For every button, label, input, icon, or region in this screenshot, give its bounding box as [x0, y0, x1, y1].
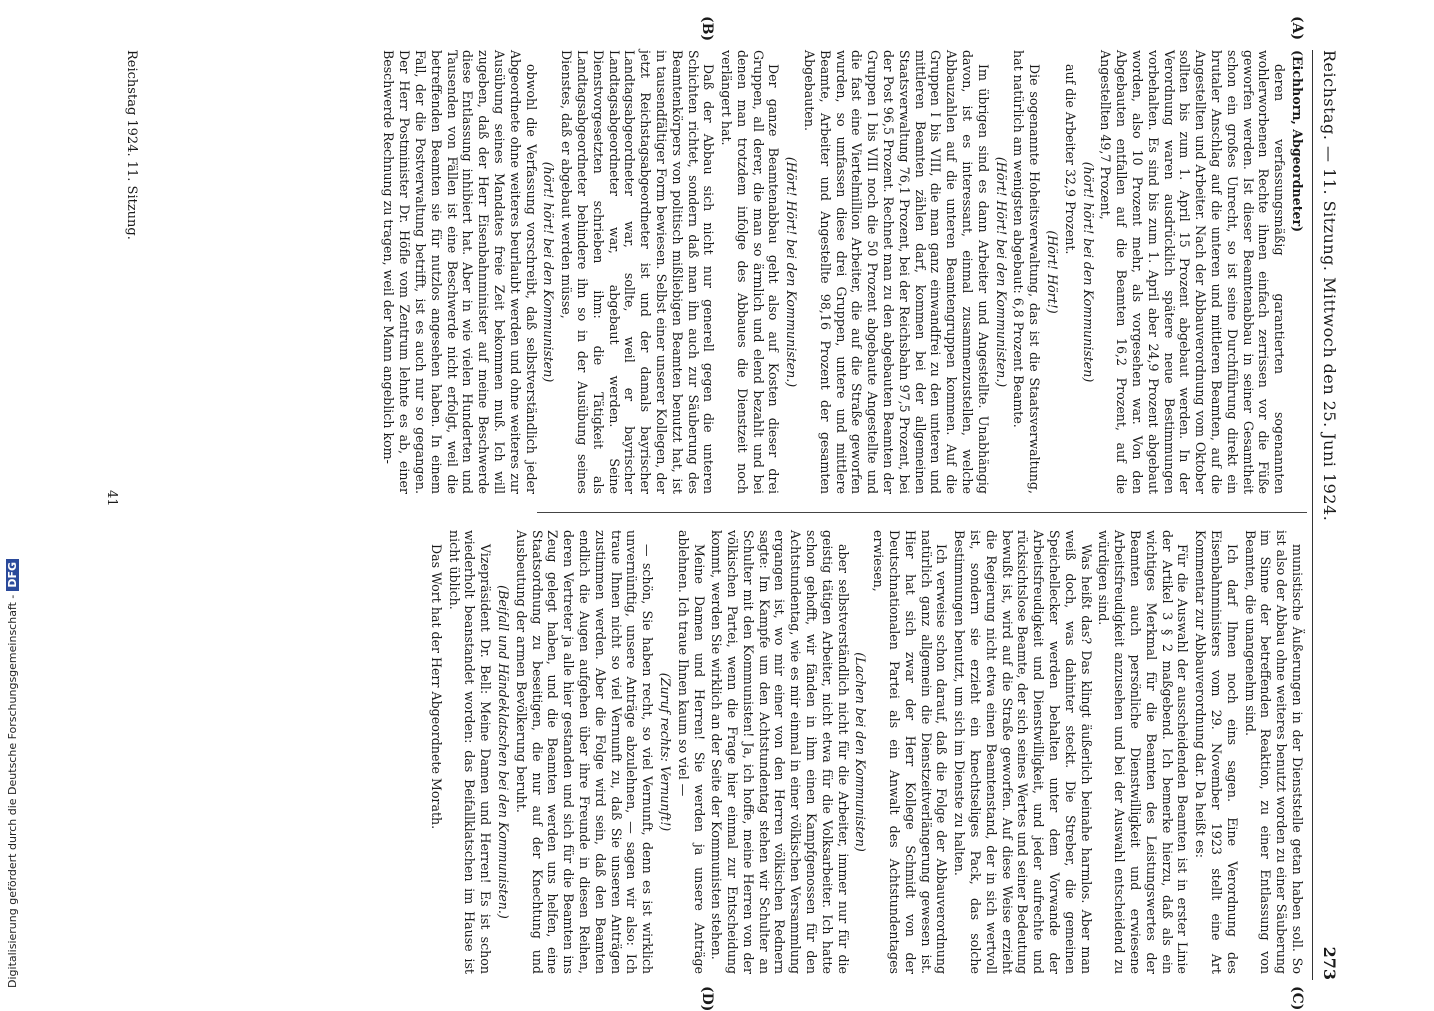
page-header [1311, 50, 1345, 980]
paragraph: Daß der Abbau sich nicht nur generell gegen die unteren Schichten richtet, sondern daß man ihn auch zur Säuberung des Beamtenkörpers von politisch mißliebigen Beamten benutzt hat, ist in tausendfältiger Form bewiesen. Selbst einer unserer Kollegen, der jetzt Reichstagsabgeordneter ist und der damals bayrischer Landtagsabgeordneter war, sollte, weil er bayrischer Landtagsabgeordneter war, abgebaut werden. Seine Dienstvorgesetzten schrieben ihm: die Tätigkeit als Landtagsabgeordneter behindere ihn so in der Ausübung seines Dienstes, daß er abgebaut werden müsse, [559, 50, 717, 494]
interjection: (hört! hört! bei den Kommunisten) [1080, 161, 1096, 383]
paragraph: — schön, Sie haben recht, so viel Vernunft, denn es ist wirklich unvernünftig, unsere Anträge abzulehnen, — sagen wir also: Ich traue Ihnen nicht so viel Vernunft zu, daß Sie unseren Anträgen zustimmen werden. Aber die Folge wird sein, daß den Beamten endlich die Augen aufgehen über ihre Freunde in diesen Reihen, deren Vertreter ja alle hier gestanden und sich für die Beamten ins Zeug gelegt haben, und die Beamten werden uns helfen, eine Staatsordnung zu beseitigen, die nur auf der Knechtung und Ausbeutung der armen Bevölkerung beruht. [513, 530, 656, 974]
paragraph: Meine Damen und Herren! Sie werden ja unsere Anträge ablehnen. Ich traue Ihnen kaum so viel — [675, 530, 707, 974]
interjection: (hört! hört! bei den Kommunisten) [541, 161, 557, 383]
rotated-page [104, 16, 1345, 1011]
margin-mark-c: (C) [1289, 986, 1305, 1011]
paragraph: Für die Auswahl der ausscheidenden Beamten ist in erster Linie der Artikel 3 § 2 maßgebend. Ich bemerke hierzu, daß als ein wichtiges Merkmal für die Beamten des Leistungswertes der Beamten auch persönliche Dienstwilligkeit und erwiesene Arbeitsfreudigkeit anzusehen und bei der Auswahl entscheidend zu würdigen sind. [1096, 530, 1191, 974]
dfg-logo: DFG [6, 559, 19, 591]
speaker-line: (Eichhorn, Abgeordneter) [1290, 50, 1305, 233]
interjection: (Beifall und Händeklatschen bei den Kommunisten.) [495, 585, 511, 919]
interjection: (Lachen bei den Kommunisten) [853, 652, 869, 852]
paragraph: auf die Arbeiter 32,9 Prozent. [1062, 64, 1078, 255]
paragraph: Vizepräsident Dr. Bell: Meine Damen und Herren! Es ist schon wiederholt beanstandet worden: das Beifallklatschen im Hause ist nicht üblich. [446, 530, 494, 974]
footer-page-number: 41 [104, 490, 119, 507]
left-column [379, 50, 1305, 494]
paragraph: munistische Äußerungen in der Dienststelle getan haben soll. So ist also der Abbau ohne weiteres benutzt worden zu einer Säuberung im Sinne der betreffenden Reaktion, zu einer Entlassung von Beamten, die unangenehm sind. [1242, 530, 1305, 974]
margin-mark-d: (D) [699, 986, 715, 1011]
paragraph: Ich darf Ihnen noch eins sagen. Eine Verordnung des Eisenbahnministers vom 29. November 1923 stellt eine Art Kommentar zur Abbauverordnung dar. Da heißt es: [1193, 530, 1240, 974]
paragraph: Das Wort hat der Herr Abgeordnete Morath. [428, 544, 444, 830]
footer-session: Reichstag 1924. 11. Sitzung. [124, 50, 139, 240]
interjection: (Hört! Hört! bei den Kommunisten.) [784, 156, 800, 388]
margin-mark-a: (A) [1289, 16, 1305, 41]
margin-mark-b: (B) [699, 16, 715, 42]
column-divider [537, 512, 1307, 513]
paragraph: aber selbstverständlich nicht für die Arbeiter, immer nur für die geistig tätigen Arbeiter, nicht etwa für die Volksarbeiter. Ich hatte schon gehofft, wir fänden in ihm einen Kampfgenossen für den Achtstundentag, wie es mir einmal in einer völkischen Versammlung ergangen ist, wo mir einer von den Herren völkischen Rednern sagte: Im Kampfe um den Achtstundentag stehen wir Schulter an Schulter mit den Kommunisten! Ja, ich hoffe, meine Herren von der völkischen Partei, wenn die Frage hier einmal zur Entscheidung kommt, werden Sie wirklich an der Seite der Kommunisten stehen. [709, 530, 851, 974]
header-page-number: 273 [1320, 946, 1339, 980]
paragraph: Was heißt das? Das klingt äußerlich beinahe harmlos. Aber man weiß doch, was dahinter steckt. Die Streber, die gemeinen Speichellecker werden behalten unter dem Vorwande der Arbeitsfreudigkeit und Dienstwilligkeit, und jeder aufrechte und rücksichtslose Beamte, der sich seines Wertes und seiner Bedeutung bewußt ist, wird auf die Straße geworfen. Auf diese Weise erzieht die Regierung nicht etwa einen Beamtenstand, der in sich wertvoll ist, sondern sie erzieht ein knechtseliges Pack, das solche Bestimmungen benutzt, um sich im Dienste zu halten. [952, 530, 1094, 974]
header-rule [1312, 50, 1313, 980]
right-column [426, 530, 1305, 974]
digitization-credit [6, 388, 19, 988]
paragraph: obwohl die Verfassung vorschreibt, daß selbstverständlich jeder Abgeordnete ohne weiteres beurlaubt werden und ohne weiteres zur Ausübung seines Mandates freie Zeit bekommen muß. Ich will zugeben, daß der Herr Eisenbahnminister auf meine Beschwerde diese Entlassung inhibiert hat. Aber in wie vielen Hunderten und Tausenden von Fällen ist eine Beschwerde nicht erfolgt, weil die betreffenden Beamten sie für nutzlos angesehen haben. In einem Fall, der die Postverwaltung betrifft, ist es auch nur so gegangen. Der Herr Postminister Dr. Höfle vom Zentrum lehnte es ab, einer Beschwerde Rechnung zu tragen, weil der Mann angeblich kom- [381, 50, 539, 494]
interjection: (Hört! Hört! bei den Kommunisten.) [993, 156, 1009, 388]
header-title: Reichstag. — 11. Sitzung. Mittwoch den 25. Juni 1924. [1320, 50, 1339, 522]
paragraph: Die sogenannte Hoheitsverwaltung, das ist die Staatsverwaltung, hat natürlich am wenigsten abgebaut: 6,8 Prozent Beamte. [1011, 50, 1043, 494]
interjection: (Zuruf rechts: Vernunft!) [657, 672, 673, 832]
paragraph: deren verfassungsmäßig garantierten sogenannten wohlerworbenen Rechte ihnen einfach zerrissen vor die Füße geworfen werden. Ist dieser Beamtenabbau in seiner Gesamtheit schon ein großes Unrecht, so ist seine Durchführung direkt ein brutaler Anschlag auf die unteren und mittleren Beamten, auf die Angestellten und Arbeiter. Nach der Abbauverordnung vom Oktober sollten bis zum 1. April 15 Prozent abgebaut werden. In der Verordnung waren ausdrücklich spätere neue Bestimmungen vorbehalten. Es sind bis zum 1. April aber 24,9 Prozent abgebaut worden, also 10 Prozent mehr, als vorgesehen war. Von den Abgebauten entfallen auf die Beamten 16,2 Prozent, auf die Angestellten 49,7 Prozent, [1098, 50, 1288, 494]
paragraph: Der ganze Beamtenabbau geht also auf Kosten dieser drei Gruppen, all derer, die man so ärmlich und elend bezahlt und bei denen man trotzdem infolge des Abbaues die Dienstzeit noch verlängert hat. [719, 50, 782, 494]
paragraph: Im übrigen sind es dann Arbeiter und Angestellte. Unabhängig davon, ist es interessant, einmal zusammenzustellen, welche Abbauzahlen auf die unteren Beamtengruppen kommen. Auf die Gruppen I bis VIII, die man ganz einwandfrei zu den unteren und mittleren Beamten zählen darf, kommen bei der allgemeinen Staatsverwaltung 76,1 Prozent, bei der Reichsbahn 97,5 Prozent, bei der Post 96,5 Prozent. Rechnet man zu den abgebauten Beamten der Gruppen I bis VIII noch die 50 Prozent abgebaute Angestellte und die fast eine Viertelmillion Arbeiter, die auf die Straße geworfen wurden, so umfassen diese drei Gruppen, untere und mittlere Beamte, Arbeiter und Angestellte 98,16 Prozent der gesamten Abgebauten. [802, 50, 991, 494]
credit-text: Digitalisierung gefördert durch die Deutsche Forschungsgemeinschaft - [6, 594, 19, 988]
paragraph: Ich verweise schon darauf, daß die Folge der Abbauverordnung natürlich ganz allgemein die Dienstzeitverlängerung gewesen ist. Hier hat sich zwar der Herr Kollege Schmidt von der Deutschnationalen Partei als ein Anwalt des Achtstundentages erwiesen, [871, 530, 950, 974]
interjection: (Hört! Hört!) [1045, 230, 1061, 314]
